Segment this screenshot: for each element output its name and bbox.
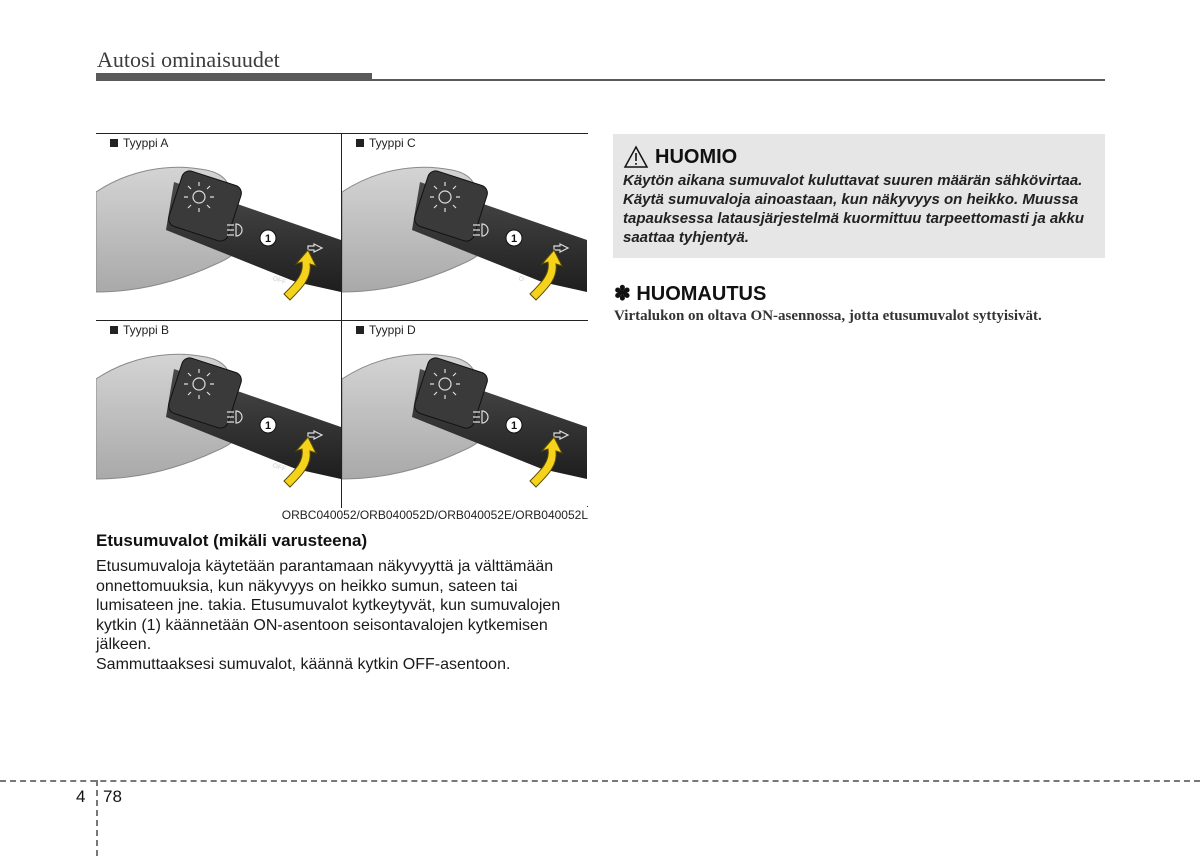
notice-symbol-icon: ✽ [614,283,631,305]
header-rule-thin [372,79,1105,81]
footer-rule-vertical [96,780,98,856]
off-label: OFF [271,275,287,287]
panel-label [356,323,416,337]
figure-panel-type-d [342,321,587,507]
caution-text: Käytön aikana sumuvalot kuluttavat suuren määrän sähkövirtaa. Käytä sumuvaloja ainoastaan, kun näkyvyys on heikko. Muussa tapauksessa latausjärjestelmä kuormittuu tarpeettomasti ja akku saattaa tyhjentyä. [623,172,1085,246]
caution-box [613,134,1105,258]
panel-label-text: Tyyppi D [369,323,416,337]
section-heading: Etusumuvalot (mikäli varusteena) [96,531,368,550]
bullet-square-icon [110,139,118,147]
callout-number: 1 [264,233,272,245]
figure [96,133,588,507]
figure-panel-type-b [96,321,341,507]
header-rule-thick [96,73,372,81]
notice-text: Virtalukon on oltava ON-asennossa, jotta etusumuvalot syttyisivät. [614,308,1042,324]
callout-number: 1 [510,233,518,245]
stalk-illustration [96,152,341,320]
off-label: O [517,275,525,284]
stalk-illustration [96,339,341,507]
figure-divider-vertical [341,134,342,508]
figure-panel-type-a [96,134,341,320]
figure-divider-horizontal [96,320,588,321]
footer-rule-horizontal [0,780,1200,782]
chapter-number: 4 [76,787,86,806]
figure-panel-type-c [342,134,587,320]
warning-triangle-icon [623,145,649,169]
caution-title-row [623,144,1095,170]
stalk-illustration [342,339,587,507]
bullet-square-icon [356,139,364,147]
callout-number: 1 [510,420,518,432]
section-paragraph: Sammuttaaksesi sumuvalot, käännä kytkin OFF-asentoon. [96,655,511,673]
notice-heading [614,281,766,306]
panel-label [356,136,416,150]
panel-label [110,136,168,150]
callout-number: 1 [264,420,272,432]
figure-code: ORBC040052/ORB040052D/ORB040052E/ORB040052L [281,508,588,522]
panel-label-text: Tyyppi A [123,136,169,150]
page-number: 78 [103,787,122,806]
section-body [96,557,588,674]
stalk-illustration [342,152,587,320]
panel-label-text: Tyyppi B [123,323,170,337]
notice-title: HUOMAUTUS [636,283,767,305]
page-header-title: Autosi ominaisuudet [97,47,280,72]
bullet-square-icon [110,326,118,334]
caution-title: HUOMIO [655,145,738,168]
section-paragraph: Etusumuvaloja käytetään parantamaan näkyvyyttä ja välttämään onnettomuuksia, kun näkyvyys on heikko sumun, sateen tai lumisateen jne. takia. Etusumuvalot kytkeytyvät, kun sumuvalojen kytkin (1) käännetään ON-asentoon seisontavalojen kytkemisen jälkeen. [96,558,561,653]
panel-label [110,323,169,337]
bullet-square-icon [356,326,364,334]
off-label: OFF [271,462,287,474]
panel-label-text: Tyyppi C [369,136,416,150]
